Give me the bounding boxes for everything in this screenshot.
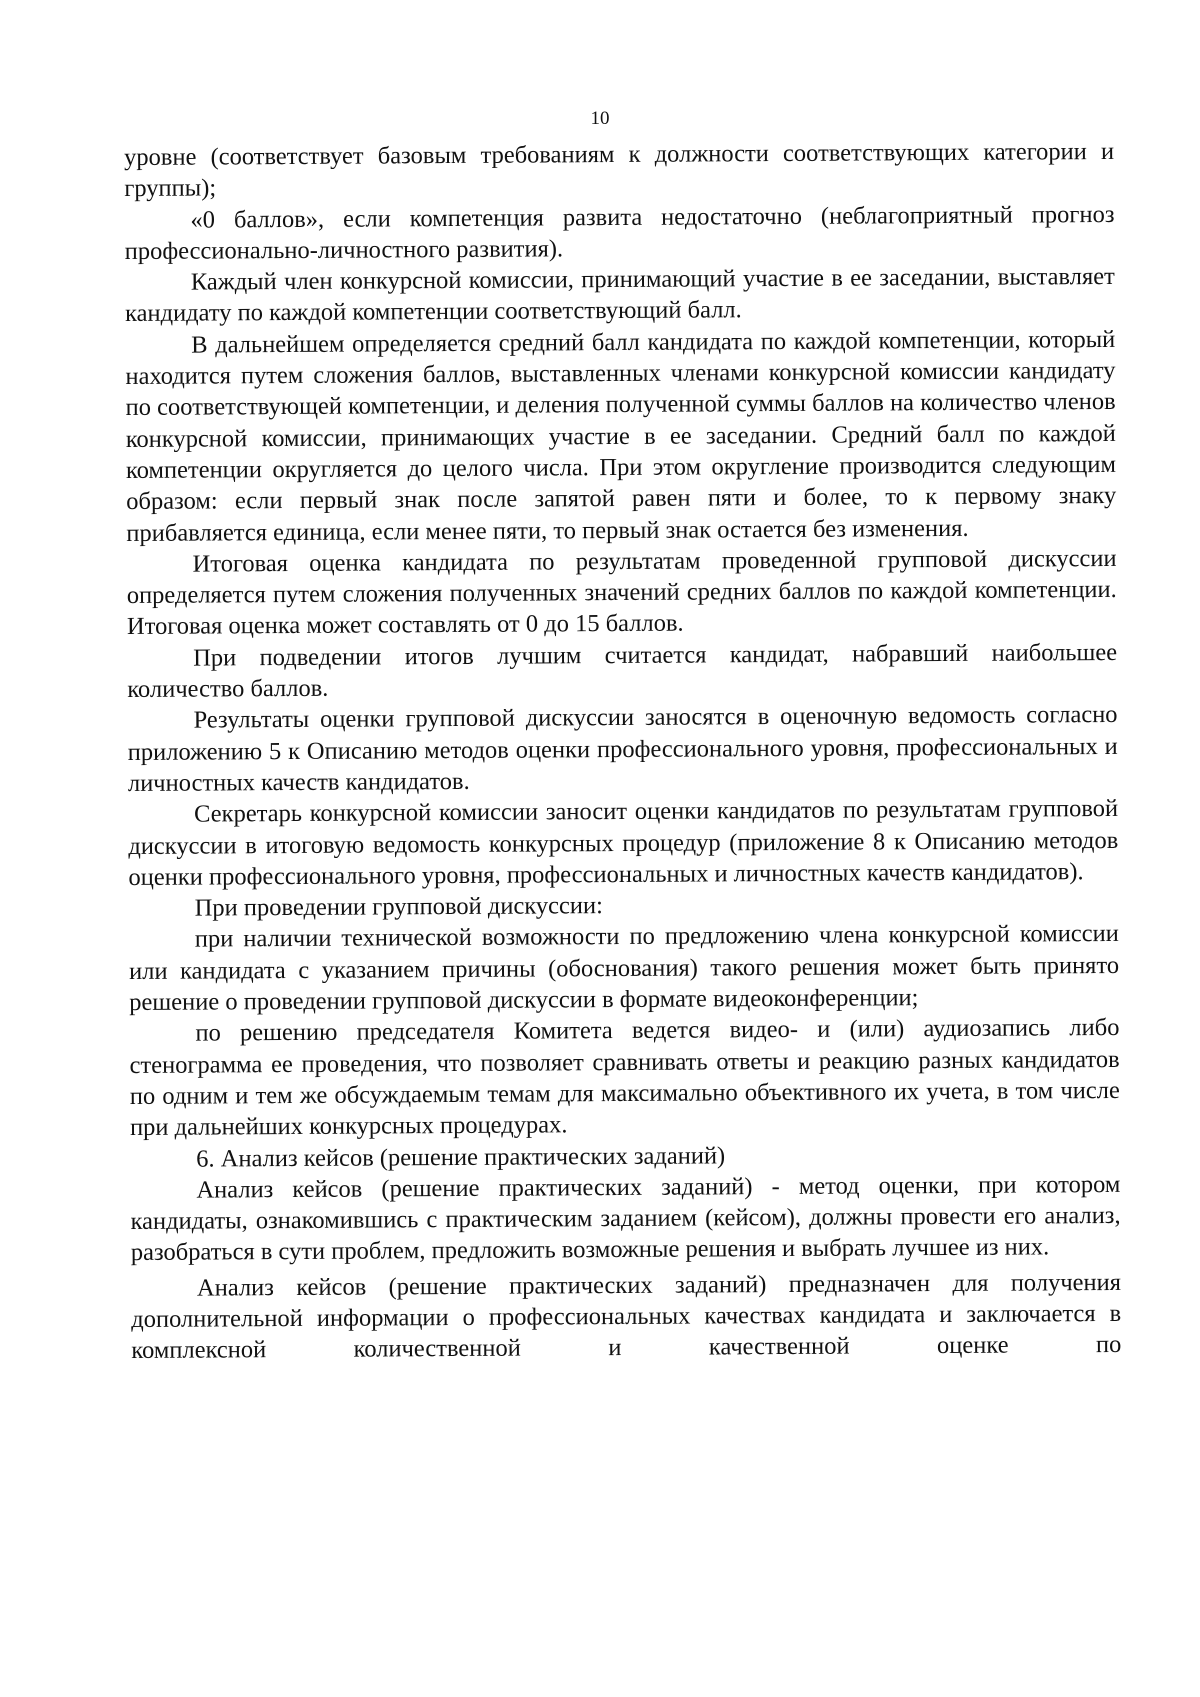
paragraph-7: Результаты оценки групповой дискуссии заносятся в оценочную ведомость согласно приложению 5 к Описанию методов оценки профессионального уровня, профессиональных и личностных качеств кандидатов. [127,701,1118,797]
paragraph-6: При подведении итогов лучшим считается кандидат, набравший наибольшее количество баллов. [127,638,1118,704]
paragraph-4: В дальнейшем определяется средний балл кандидата по каждой компетенции, который находится путем сложения баллов, выставленных членами конкурсной комиссии кандидату по соответствующей компетенции, и деления полученной суммы баллов на количество членов конкурсной комиссии, принимающих участие в ее заседании. Средний балл по каждой компетенции округляется до целого числа. При этом округление производится следующим образом: если первый знак после запятой равен пяти и более, то к первому знаку прибавляется единица, если менее пяти, то первый знак остается без изменения. [125,325,1117,547]
paragraph-12: Анализ кейсов (решение практических заданий) - метод оценки, при котором кандидаты, ознакомившись с практическим заданием (кейсом), должны провести его анализ, разобраться в сути проблем, предложить возможные решения и выбрать лучшее из них. [130,1170,1121,1267]
section-heading: 6. Анализ кейсов (решение практических заданий) [196,1141,726,1173]
paragraph-9: При проведении групповой дискуссии: [194,892,603,922]
paragraph-8: Секретарь конкурсной комиссии заносит оценки кандидатов по результатам групповой дискуссии в итоговую ведомость конкурсных процедур (приложение 8 к Описанию методов оценки профессионального уровня, профессиональных и личностных качеств кандидатов). [128,795,1119,891]
paragraph-10: при наличии технической возможности по предложению члена конкурсной комиссии или кандидата с указанием причины (обоснования) такого решения может быть принято решение о проведении групповой дискуссии в формате видеоконференции; [128,920,1120,1016]
paragraph-2: «0 баллов», если компетенция развита недостаточно (неблагоприятный прогноз профессионально-личностного развития). [124,200,1115,265]
page-number: 10 [590,108,610,129]
paragraph-3: Каждый член конкурсной комиссии, принимающий участие в ее заседании, выставляет кандидату по каждой компетенции соответствующий балл. [124,263,1115,328]
paragraph-13: Анализ кейсов (решение практических заданий) предназначен для получения дополнительной информации о профессиональных качествах кандидата и заключается в комплексной количественной и качественной оценке по [131,1268,1122,1365]
paragraph-1: уровне (соответствует базовым требованиям к должности соответствующих категории и группы); [124,137,1115,203]
paragraph-5: Итоговая оценка кандидата по результатам проведенной групповой дискуссии определяется путем сложения полученных значений средних баллов по каждой компетенции. Итоговая оценка может составлять от 0 до 15 баллов. [126,544,1117,641]
body-text [124,136,1121,1367]
paragraph-11: по решению председателя Комитета ведется видео- и (или) аудиозапись либо стенограмма ее проведения, что позволяет сравнивать ответы и реакцию разных кандидатов по одним и тем же обсуждаемым темам для максимально объективного их учета, в том числе при дальнейших конкурсных процедурах. [129,1014,1120,1142]
